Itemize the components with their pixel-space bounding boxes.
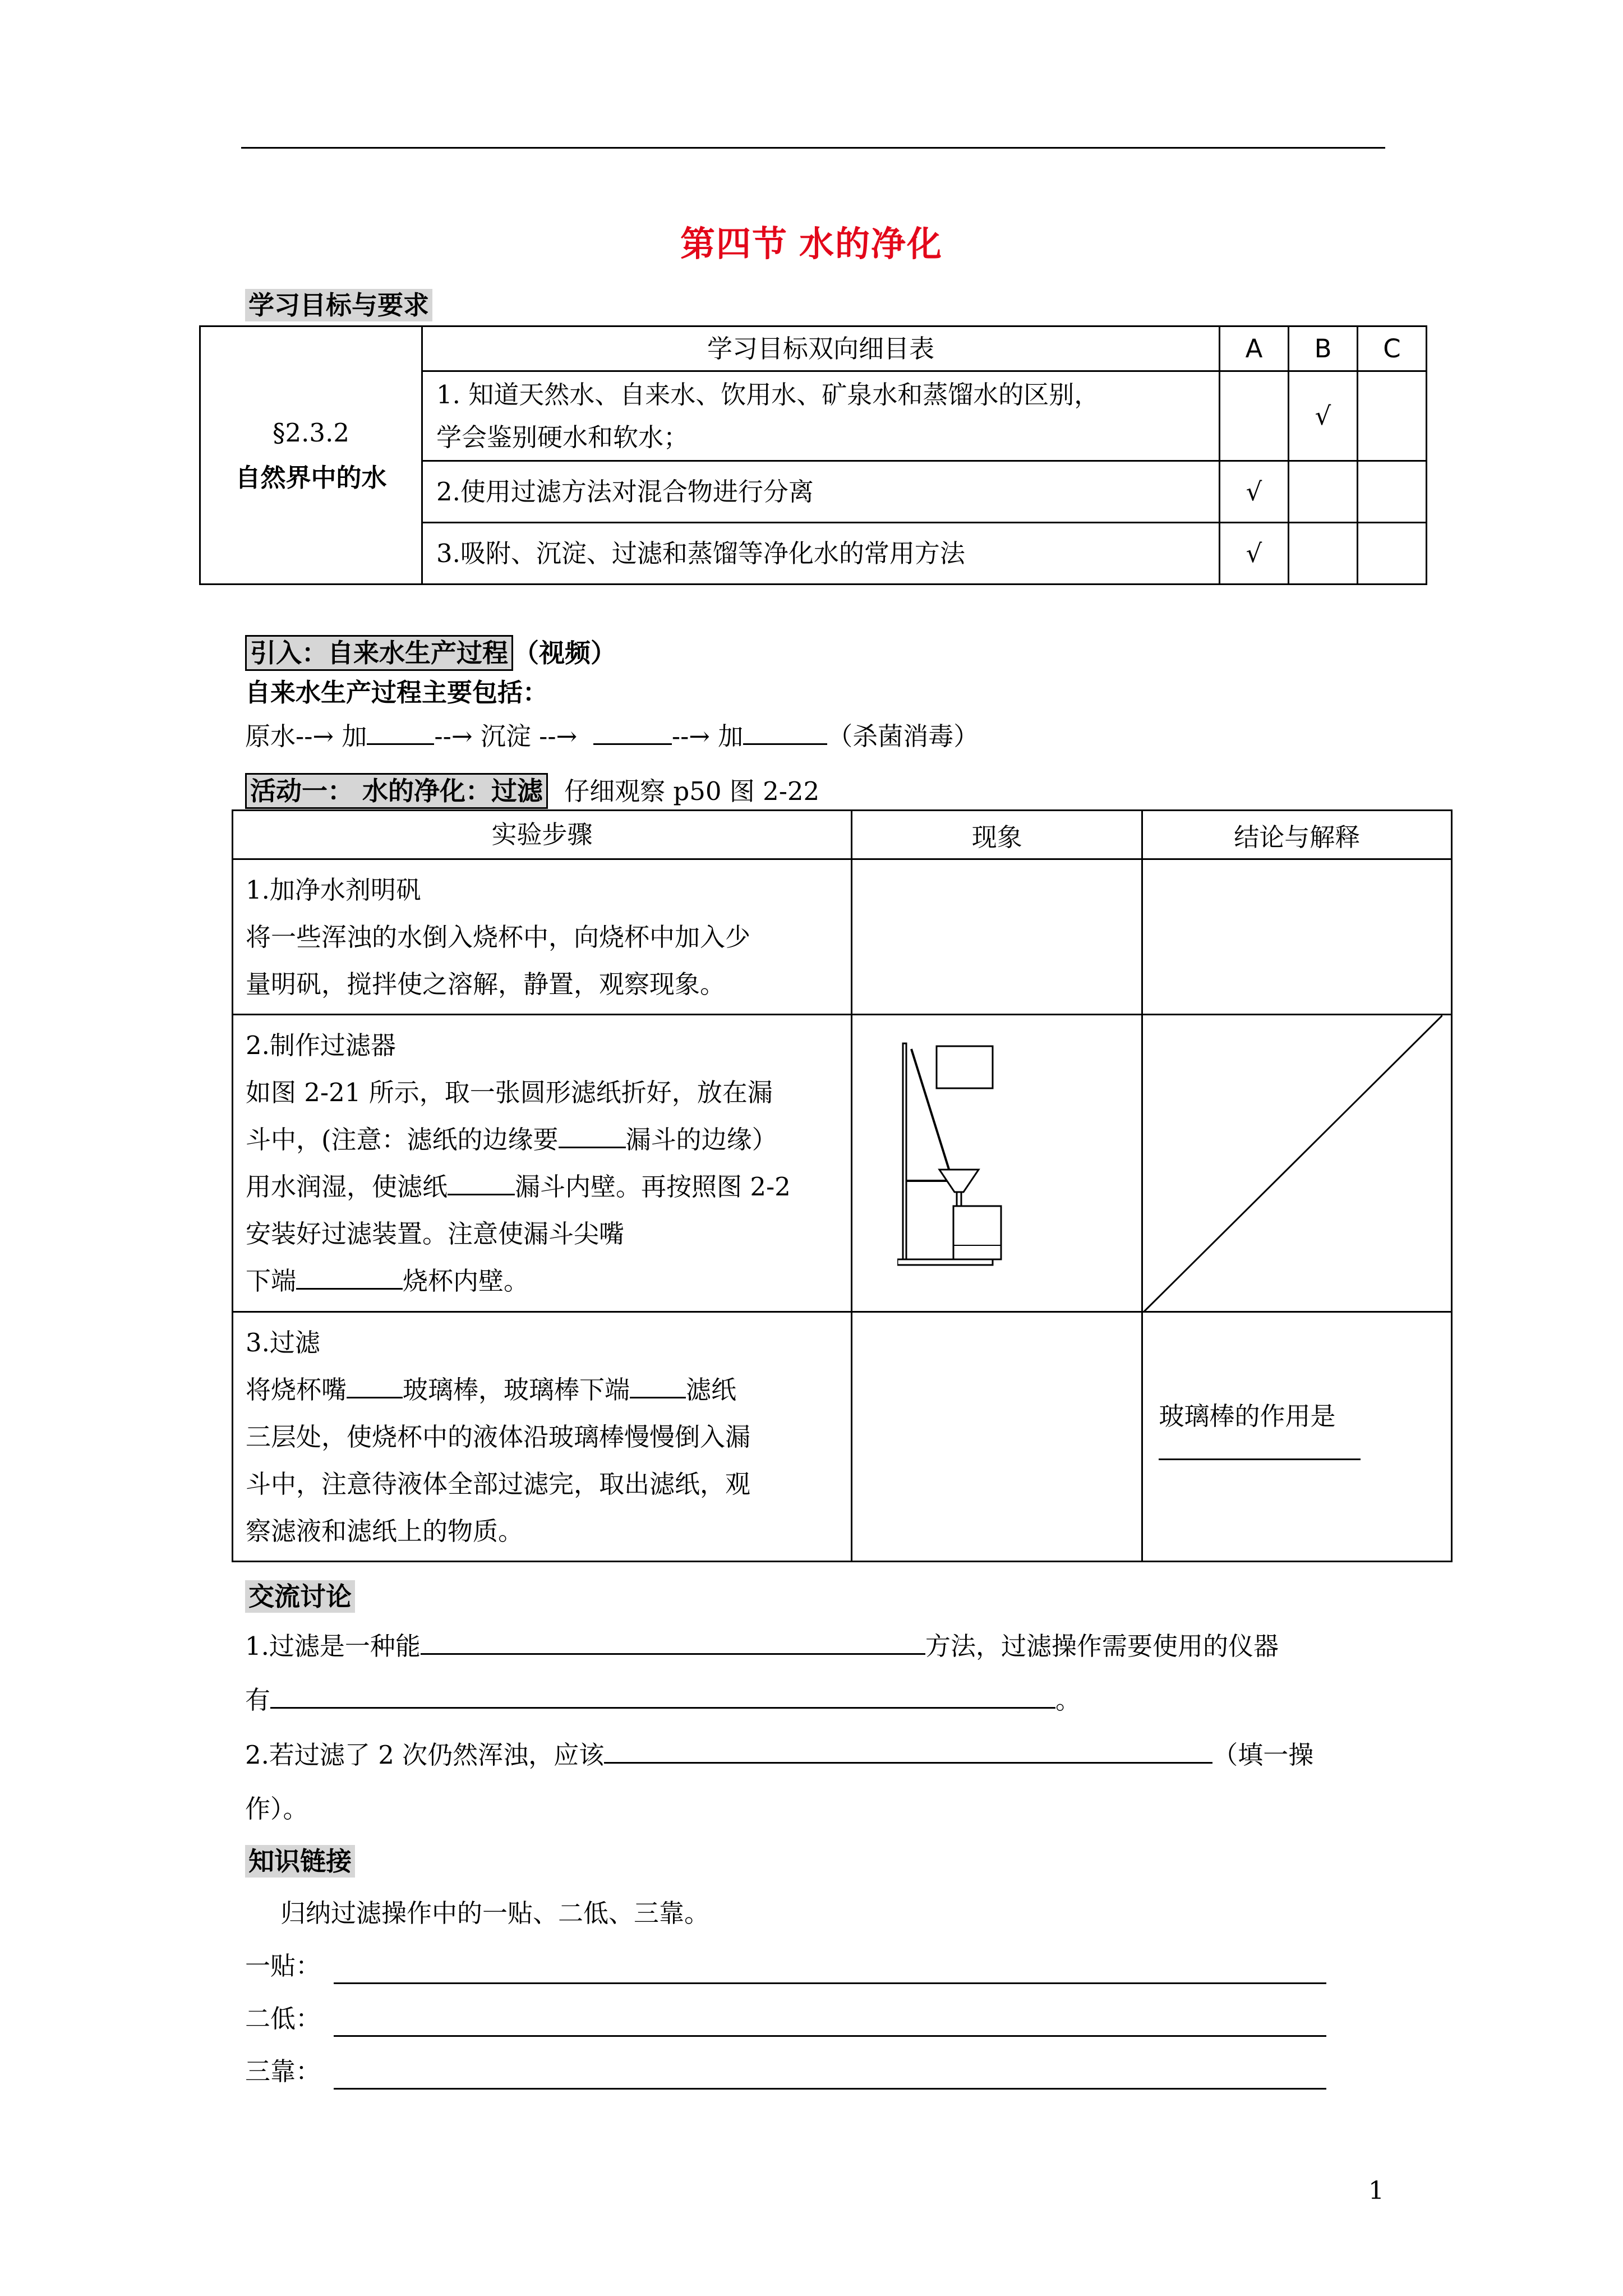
table-row: 1.加净水剂明矾 将一些浑浊的水倒入烧杯中，向烧杯中加入少 量明矾，搅拌使之溶解，静置，观察现象。 [233, 859, 1452, 1015]
activity-heading: 活动一： 水的净化：过滤 仔细观察 p50 图 2-22 [245, 767, 819, 816]
page-title: 第四节 水的净化 [680, 223, 943, 264]
flow-line: 原水--→ 加 --→ 沉淀 --→ --→ 加 （杀菌消毒） [245, 721, 979, 751]
objectives-table: §2.3.2 自然界中的水 学习目标双向细目表 A B C 1. 知道天然水、自来水、饮用水、矿泉水和蒸馏水的区别， 学会鉴别硬水和软水； √ 2.使用过滤方法对混合物进行分离 √ 3.吸附、沉淀、过滤和蒸馏等净化水的常用方法 √ [199, 325, 1427, 585]
table-row: 3.过滤 将烧杯嘴 玻璃棒，玻璃棒下端 滤纸 三层处，使烧杯中的液体沿玻璃棒慢慢倒入漏 斗中，注意待液体全部过滤完，取出滤纸，观 察滤液和滤纸上的物质。 玻璃棒的作用是 [233, 1312, 1452, 1562]
table-row: 3.吸附、沉淀、过滤和蒸馏等净化水的常用方法 √ [200, 523, 1427, 585]
objectives-heading: 学习目标与要求 [245, 285, 432, 322]
header-rule [241, 147, 1385, 149]
knowledge-heading: 知识链接 [245, 1841, 355, 1878]
intro-heading: 引入：自来水生产过程 （视频） [245, 633, 616, 670]
diagonal-strike [1143, 1015, 1442, 1313]
page-number: 1 [1368, 2177, 1384, 2205]
discussion-heading: 交流讨论 [245, 1576, 355, 1613]
table-header: 学习目标双向细目表 [422, 326, 1220, 371]
experiment-table: 实验步骤 现象 结论与解释 1.加净水剂明矾 将一些浑浊的水倒入烧杯中，向烧杯中加入少 量明矾，搅拌使之溶解，静置，观察现象。 2.制作过滤器 如图 2-21 所示，取一张圆形滤纸折好，放在漏 斗中，(注意：滤纸的边缘要 漏斗的边缘） 用水润湿，使滤纸 漏斗内壁。再按照图 2-2 安装好过滤装置。注意使漏斗尖嘴 下端 烧杯内壁。 3.过滤 将烧杯嘴 玻璃棒，玻璃棒下端 滤纸 三层处，使烧杯中的液体沿玻璃棒慢慢倒入漏 斗中，注意待液体全部过滤完，取出滤纸，观 察滤液和滤纸上的物质。 玻璃棒的作用是 [232, 809, 1453, 1562]
topic-cell: §2.3.2 自然界中的水 [200, 326, 422, 585]
table-row: 2.制作过滤器 如图 2-21 所示，取一张圆形滤纸折好，放在漏 斗中，(注意：滤纸的边缘要 漏斗的边缘） 用水润湿，使滤纸 漏斗内壁。再按照图 2-2 安装好过滤装置。注意使漏斗尖嘴 下端 烧杯内壁。 [233, 1015, 1452, 1312]
table-row: 2.使用过滤方法对混合物进行分离 √ [200, 461, 1427, 523]
intro-subtitle: 自来水生产过程主要包括： [245, 678, 548, 707]
table-row: 1. 知道天然水、自来水、饮用水、矿泉水和蒸馏水的区别， 学会鉴别硬水和软水； √ [200, 371, 1427, 461]
filtration-apparatus-figure [897, 1038, 1009, 1273]
